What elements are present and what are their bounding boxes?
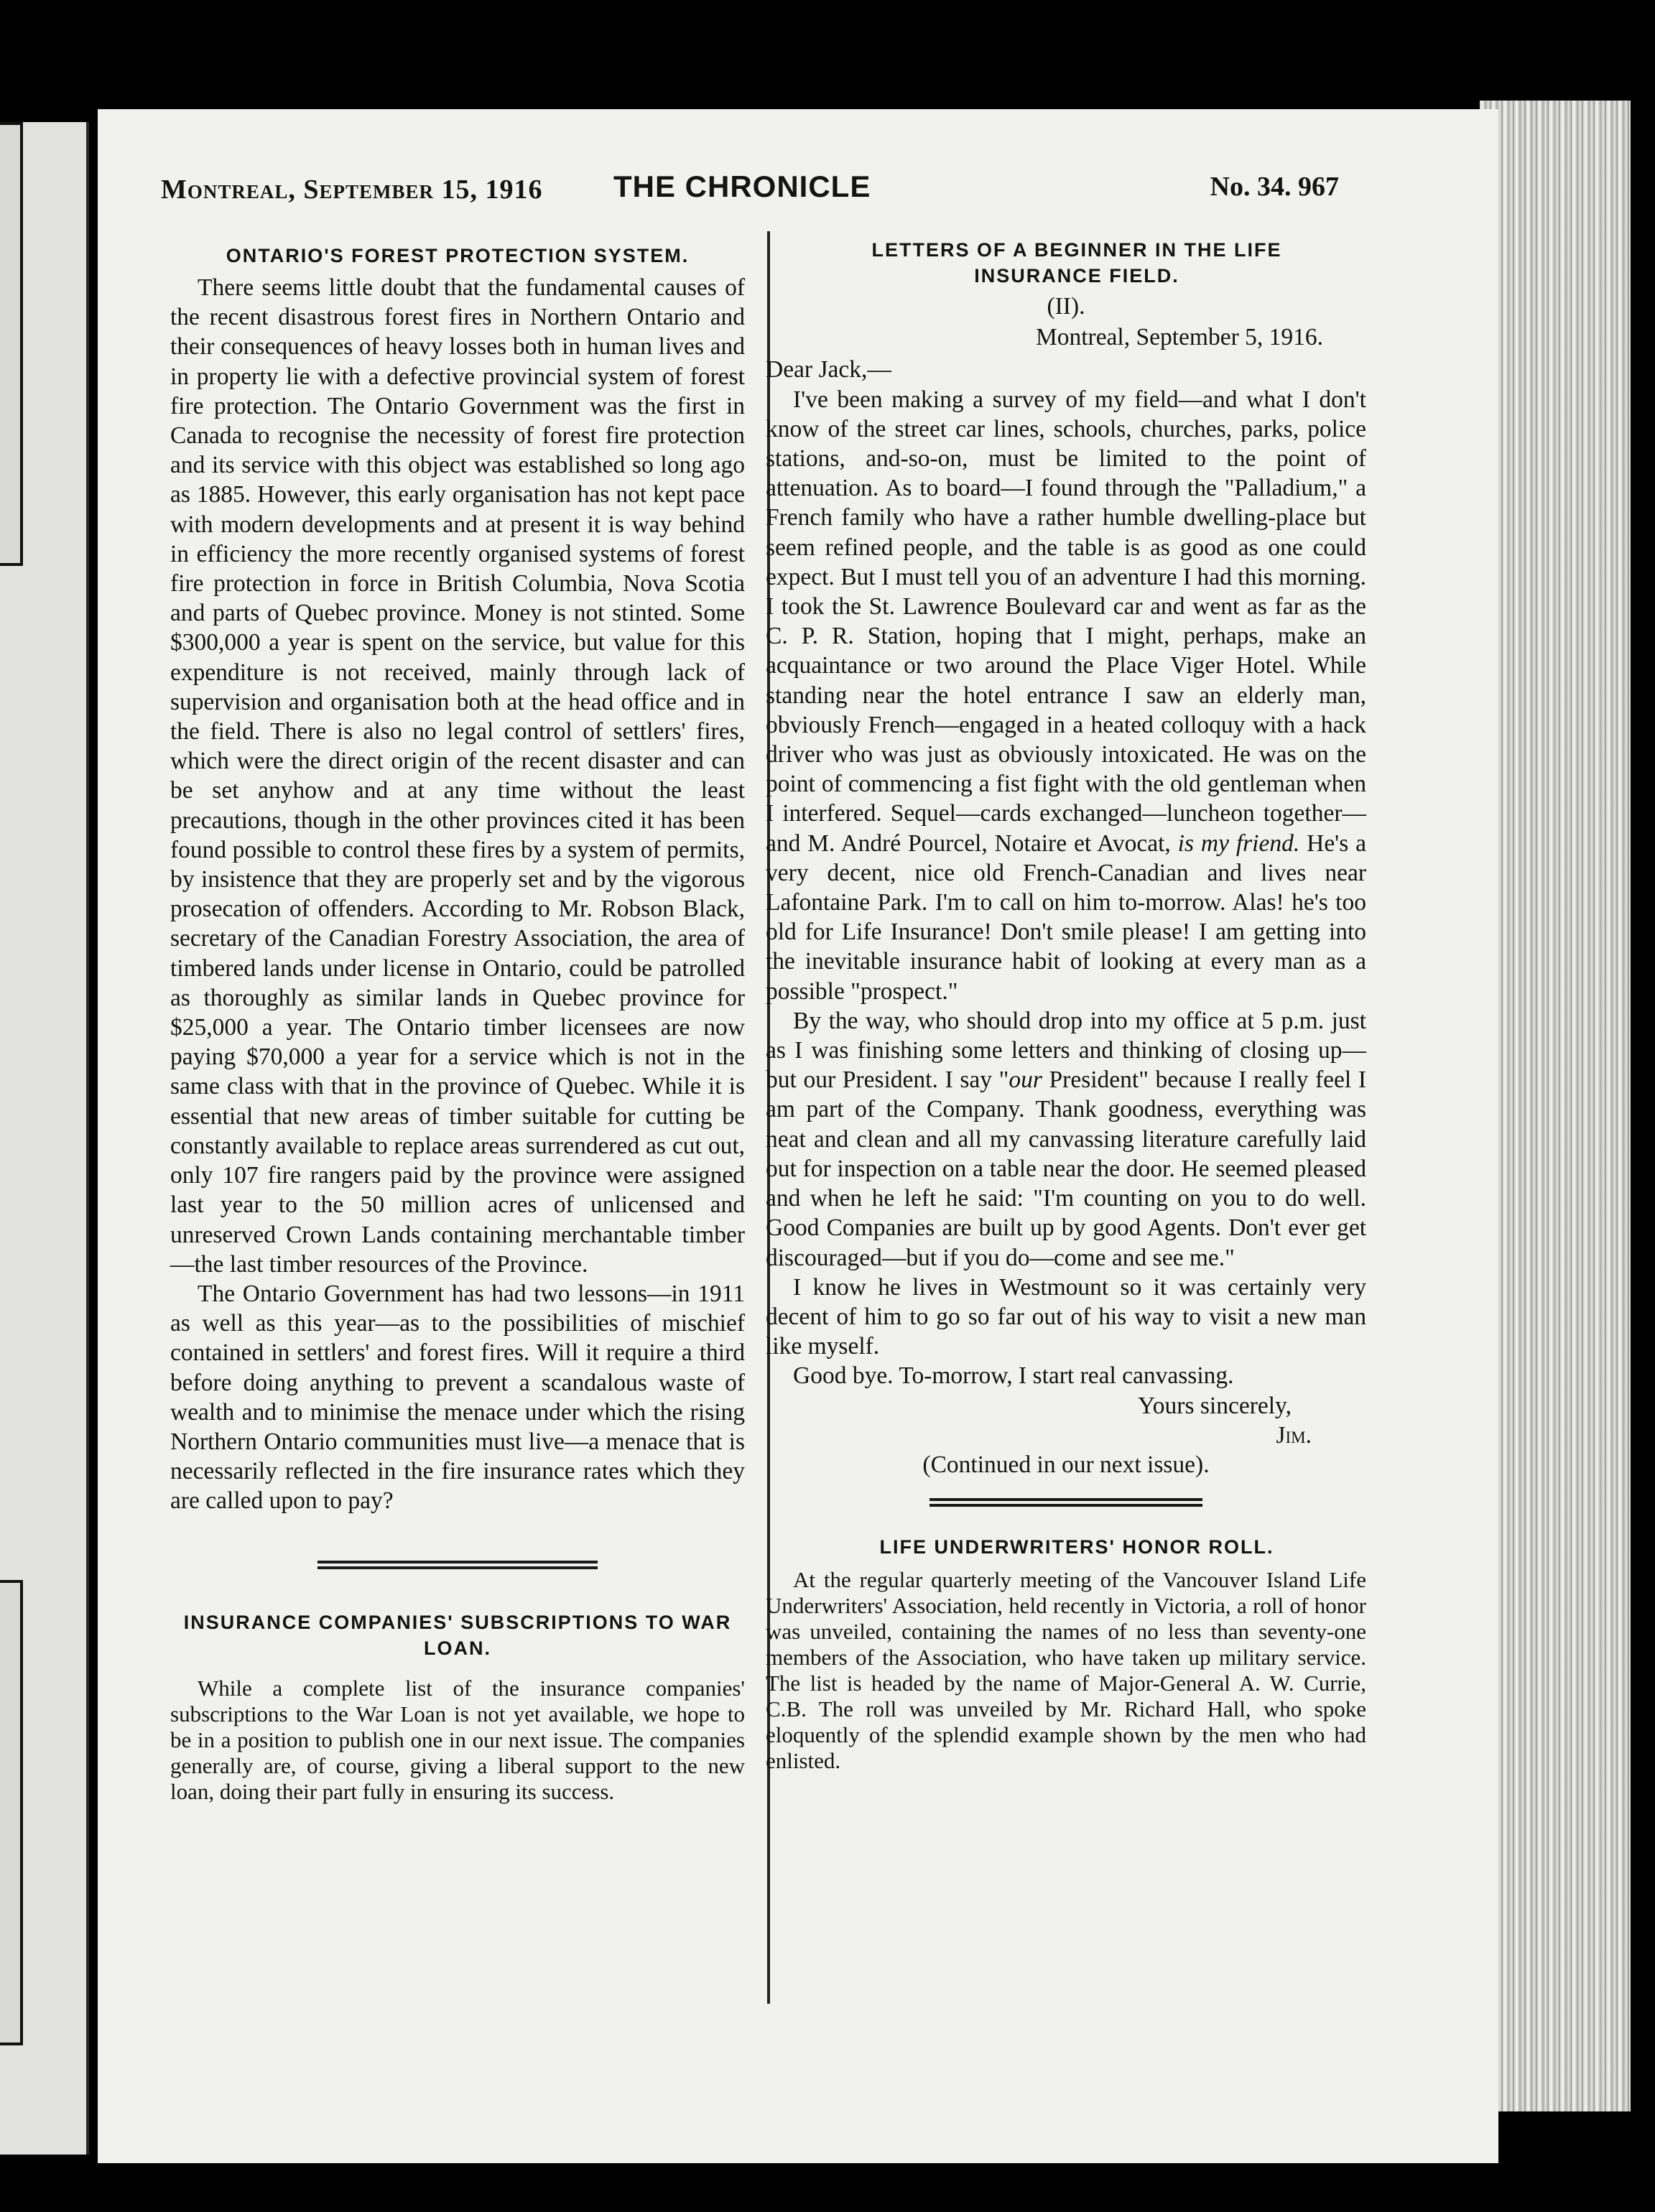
letter-number: (II). <box>1047 293 1085 320</box>
letter-paragraph <box>766 1006 1366 1273</box>
masthead <box>161 169 1339 213</box>
letter-emphasis: is my friend. <box>1177 830 1300 857</box>
letter-text: By the way, who should drop into my office at 5 p.m. just as I was finishing some letters and thinking of closing up— but our President. I say " <box>766 1007 1366 1094</box>
letter-text: President" because I really feel I am part of the Company. Thank goodness, everything was neat and clean and all my canvassing literature carefully laid out for inspection on a table near the door. He seemed pleased and when he left he said: "I'm counting on you to do well. Good Companies are built up by good Agents. Don't ever get discouraged—but if you do—come and see me." <box>766 1066 1366 1271</box>
previous-page-frame <box>0 1580 23 2045</box>
letter-dateline: Montreal, September 5, 1916. <box>1035 324 1323 351</box>
honor-paragraph: At the regular quarterly meeting of the Vancouver Island Life Underwriters' Association, held recently in Victoria, a roll of honor was unveiled, containing the names of no less than seventy-one members of the Association, who have taken up military service. The list is headed by the name of Major-General A. W. Currie, C.B. The roll was unveiled by Mr. Richard Hall, who spoke eloquently of the splendid example shown by the men who had enlisted. <box>766 1567 1366 1774</box>
left-column <box>170 237 745 1805</box>
right-column <box>766 237 1366 1774</box>
forest-paragraph: The Ontario Government has had two lessons—in 1911 as well as this year—as to the possibilities of mischief contained in settlers' and forest fires. Will it require a third before doing anything to prevent a scandalous waste of wealth and to minimise the menace under which the rising Northern Ontario communities must live—a menace that is necessarily reflected in the fire insurance rates which they are called upon to pay? <box>170 1280 745 1515</box>
letter-salutation: Dear Jack,— <box>766 356 891 384</box>
letter-closing: Yours sincerely, <box>1137 1392 1292 1419</box>
letter-signature: Jim. <box>1276 1421 1312 1449</box>
previous-page-frame <box>0 122 23 566</box>
previous-page-edge <box>0 122 89 2155</box>
masthead-issue-page: No. 34. 967 <box>1210 172 1339 202</box>
masthead-title: THE CHRONICLE <box>613 169 871 203</box>
letter-text: He's a very decent, nice old French-Canadian and lives near Lafontaine Park. I'm to call on him to-morrow. Alas! he's too old for Life Insurance! Don't smile please! I am getting into the inevitable insurance habit of looking at every man as a possible "prospect." <box>766 830 1367 1005</box>
letters-heading <box>766 237 1366 289</box>
letter-emphasis: our <box>1009 1066 1042 1094</box>
letters-heading-line: LETTERS OF A BEGINNER IN THE LIFE <box>871 239 1282 261</box>
warloan-heading: INSURANCE COMPANIES' SUBSCRIPTIONS TO WAR LOAN. <box>183 1611 732 1659</box>
warloan-paragraph: While a complete list of the insurance companies' subscriptions to the War Loan is not yet available, we hope to be in a position to publish one in our next issue. The companies generally are, of course, giving a liberal support to the new loan, doing their part fully in ensuring its success. <box>170 1675 745 1804</box>
letter-text: I've been making a survey of my field—and what I don't know of the street car lines, schools, churches, parks, police stations, and-so-on, must be limited to the point of attenuation. As to board—I found through the "Palladium," a French family who have a rather humble dwelling-place but seem refined people, and the table is as good as one could expect. But I must tell you of an adventure I had this morning. I took the St. Lawrence Boulevard car and went as far as the C. P. R. Station, hoping that I might, perhaps, make an acquaintance or two around the Place Viger Hotel. While standing near the hotel entrance I saw an elderly man, obviously French—engaged in a heated colloquy with a hack driver who was just as obviously intoxicated. He was on the point of commencing a fist fight with the old gentleman when I interfered. Sequel—cards exchanged—luncheon together—and M. André Pourcel, Notaire et Avocat, <box>766 386 1366 857</box>
honor-heading: LIFE UNDERWRITERS' HONOR ROLL. <box>879 1536 1274 1558</box>
section-rule <box>930 1498 1202 1507</box>
forest-heading: ONTARIO'S FOREST PROTECTION SYSTEM. <box>226 245 690 266</box>
section-rule <box>317 1561 598 1569</box>
letters-heading-line: INSURANCE FIELD. <box>974 265 1179 287</box>
letter-paragraph: Good bye. To-morrow, I start real canvassing. <box>793 1362 1234 1390</box>
letter-paragraph: I know he lives in Westmount so it was certainly very decent of him to go so far out of his way to visit a new man like myself. <box>766 1273 1366 1360</box>
continued-note: (Continued in our next issue). <box>922 1451 1210 1478</box>
book-page-stack <box>1480 101 1631 2111</box>
forest-paragraph: There seems little doubt that the fundamental causes of the recent disastrous forest fires in Northern Ontario and their consequences of heavy losses both in human lives and in property lie with a defective provincial system of forest fire protection. The Ontario Government was the first in Canada to recognise the necessity of forest fire protection and its service with this object was established so long ago as 1885. However, this early organisation has not kept pace with modern developments and at present it is way behind in efficiency the more recently organised systems of forest fire protection in force in British Columbia, Nova Scotia and parts of Quebec province. Money is not stinted. Some $300,000 a year is spent on the service, but value for this expenditure is not received, mainly through lack of supervision and organisation both at the head office and in the field. There is also no legal control of settlers' fires, which were the direct origin of the recent disaster and can be set anyhow and at any time without the least precautions, though in the other provinces cited it has been found possible to control these fires by a system of permits, by insistence that they are properly set and by the vigorous prosecation of offenders. According to Mr. Robson Black, secretary of the Canadian Forestry Association, the area of timbered lands under license in Ontario, could be patrolled as thoroughly as similar lands in Quebec province for $25,000 a year. The Ontario timber licensees are now paying $70,000 a year for a service which is not in the same class with that in the province of Quebec. While it is essential that new areas of timber suitable for cutting be constantly available to replace areas surrendered as cut out, only 107 fire rangers paid by the province were assigned last year to the 50 million acres of unlicensed and unreserved Crown Lands containing merchantable timber—the last timber resources of the Province. <box>170 274 745 1278</box>
masthead-date: Montreal, September 15, 1916 <box>161 175 543 205</box>
letter-paragraph <box>766 385 1366 1006</box>
